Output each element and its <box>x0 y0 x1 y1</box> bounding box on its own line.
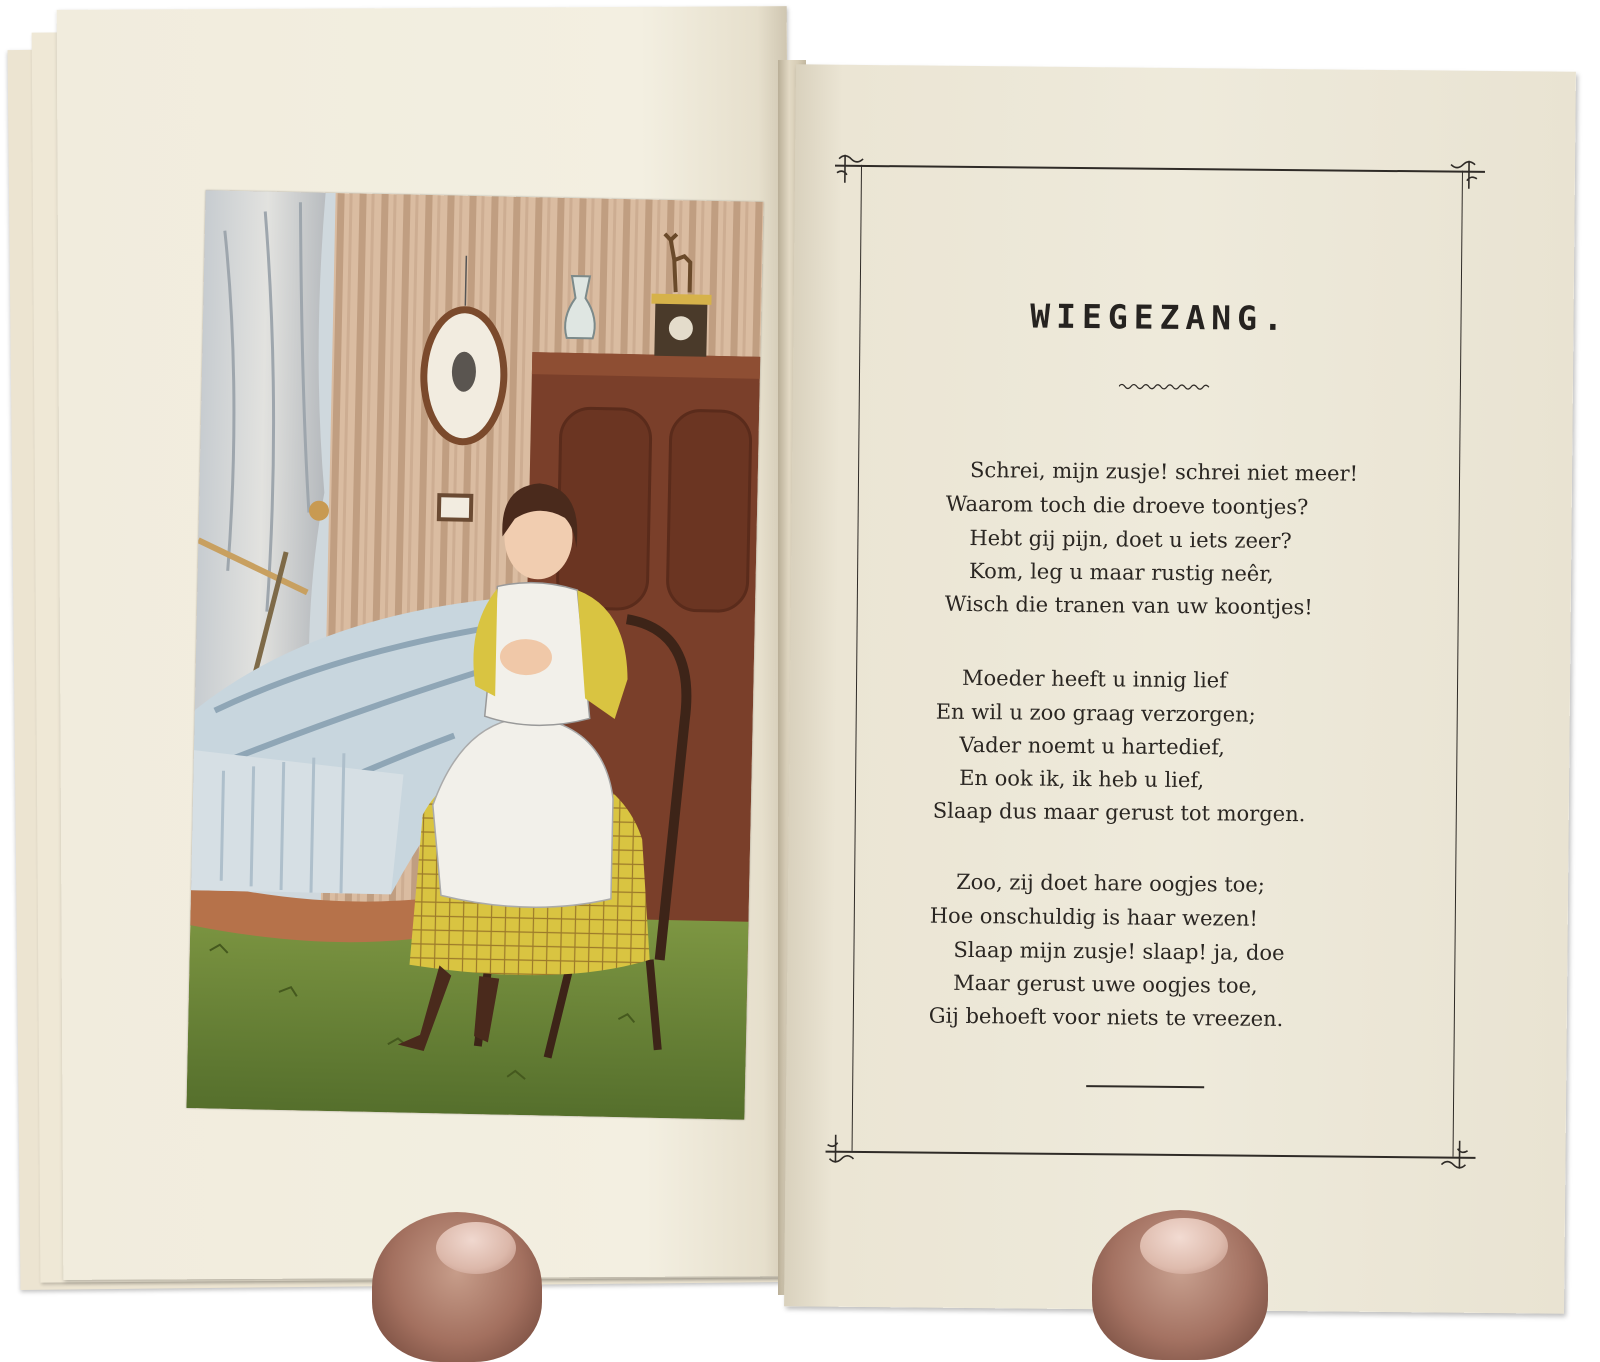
stanza-3 <box>854 869 1454 1032</box>
poem-line: Vader noemt u hartedief, <box>959 732 1225 760</box>
poem-line: Slaap dus maar gerust tot morgen. <box>932 798 1306 827</box>
poem-line: Slaap mijn zusje! slaap! ja, doe <box>953 937 1285 966</box>
poem-line: Gij behoeft voor niets te vreezen. <box>928 1003 1284 1032</box>
poem-line: Kom, leg u maar rustig neêr, <box>969 558 1274 586</box>
poem-title: WIEGEZANG. <box>1030 296 1290 339</box>
poem-line: Waarom toch die droeve toontjes? <box>945 491 1309 520</box>
title-wavy-rule <box>1119 381 1211 392</box>
poem-line: Schrei, mijn zusje! schrei niet meer! <box>969 457 1359 486</box>
right-thumbnail <box>1140 1218 1228 1274</box>
closing-rule <box>1086 1085 1204 1088</box>
poem-line: En wil u zoo graag verzorgen; <box>935 699 1256 727</box>
right-page <box>784 64 1576 1313</box>
poem-line: Moeder heeft u innig lief <box>961 665 1228 693</box>
left-thumbnail <box>436 1222 516 1274</box>
poem-line: Wisch die tranen van uw koontjes! <box>944 591 1313 620</box>
lullaby-illustration <box>186 190 763 1119</box>
poem-line: Zoo, zij doet hare oogjes toe; <box>956 869 1265 897</box>
illustration-image <box>186 190 763 1119</box>
poem-line: Hebt gij pijn, doet u iets zeer? <box>969 525 1292 554</box>
poem <box>852 165 1461 1157</box>
poem-line: Maar gerust uwe oogjes toe, <box>953 970 1258 998</box>
poem-line: En ook ik, ik heb u lief, <box>959 765 1205 793</box>
stanza-1 <box>858 457 1458 620</box>
stanza-2 <box>856 665 1456 827</box>
poem-line: Hoe onschuldig is haar wezen! <box>929 903 1259 931</box>
